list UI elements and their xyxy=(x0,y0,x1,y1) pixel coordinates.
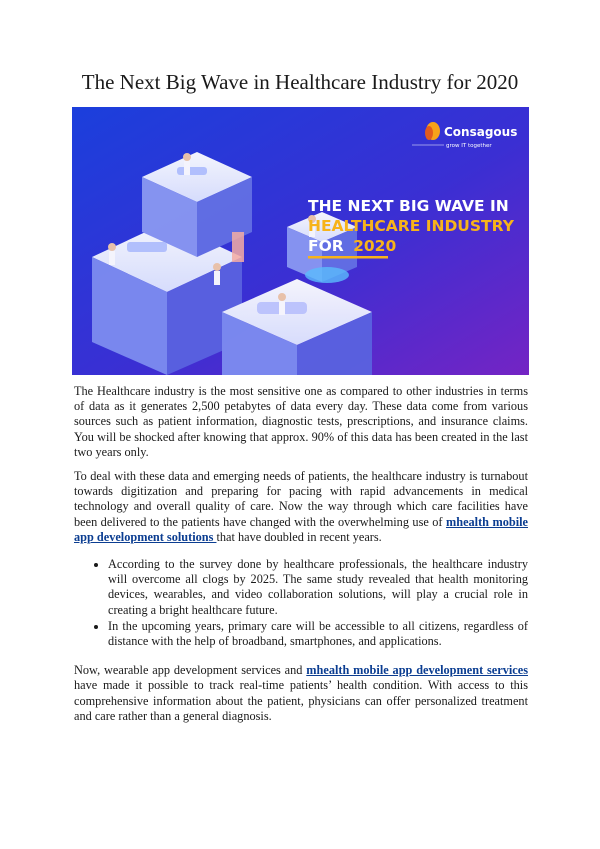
bullet-list xyxy=(74,557,528,649)
paragraph-closing: Now, wearable app development services and mhealth mobile app development services have made it possible to track real-time patients’ health condition. With access to this comprehensive information about the patient, physicians can offer personalized treatment and care rather than a general diagnosis. xyxy=(74,663,528,723)
svg-text:FOR 2020 xyxy=(308,237,396,255)
headline-line-3-prefix: FOR xyxy=(308,237,344,255)
headline-line-2: HEALTHCARE INDUSTRY xyxy=(308,217,514,235)
page-title: The Next Big Wave in Healthcare Industry for 2020 xyxy=(81,70,519,94)
logo-tagline: grow IT together xyxy=(446,143,492,149)
article-body xyxy=(74,384,528,733)
paragraph-intro: The Healthcare industry is the most sensitive one as compared to other industries in terms of data as it generates 2,500 petabytes of data every day. These data come from various sources such as patient information, diagnostic tests, prescriptions, and insurance claims. You will be shocked after knowing that approx. 90% of this data has been created in the last two years only. xyxy=(74,384,528,459)
mhealth-services-link[interactable]: mhealth mobile app development services xyxy=(306,663,528,678)
paragraph-digitization: To deal with these data and emerging needs of patients, the healthcare industry is turnabout towards digitization and preparing for pacing with rapid advancements in medical technology and overall quality of care. Now the way through which care facilities have been delivered to the patients have changed with the overwhelming use of mhealth mobile app development solutions that have doubled in recent years. xyxy=(74,469,528,544)
headline-line-1: THE NEXT BIG WAVE IN xyxy=(308,197,509,215)
list-item: • In the upcoming years, primary care will be accessible to all citizens, regardless of distance with the help of broadband, smartphones, and applications. xyxy=(108,619,528,649)
mhealth-solutions-link[interactable]: mhealth mobile app development solutions xyxy=(74,514,528,544)
banner-image xyxy=(72,107,529,375)
headline-year: 2020 xyxy=(353,237,397,255)
list-item: • According to the survey done by healthcare professionals, the healthcare industry will overcome all clogs by 2025. The same study revealed that health monitoring devices, wearables, and video collaboration solutions, will play a crucial role in creating a bright healthcare future. xyxy=(108,557,528,618)
logo-name: Consagous xyxy=(444,125,518,139)
